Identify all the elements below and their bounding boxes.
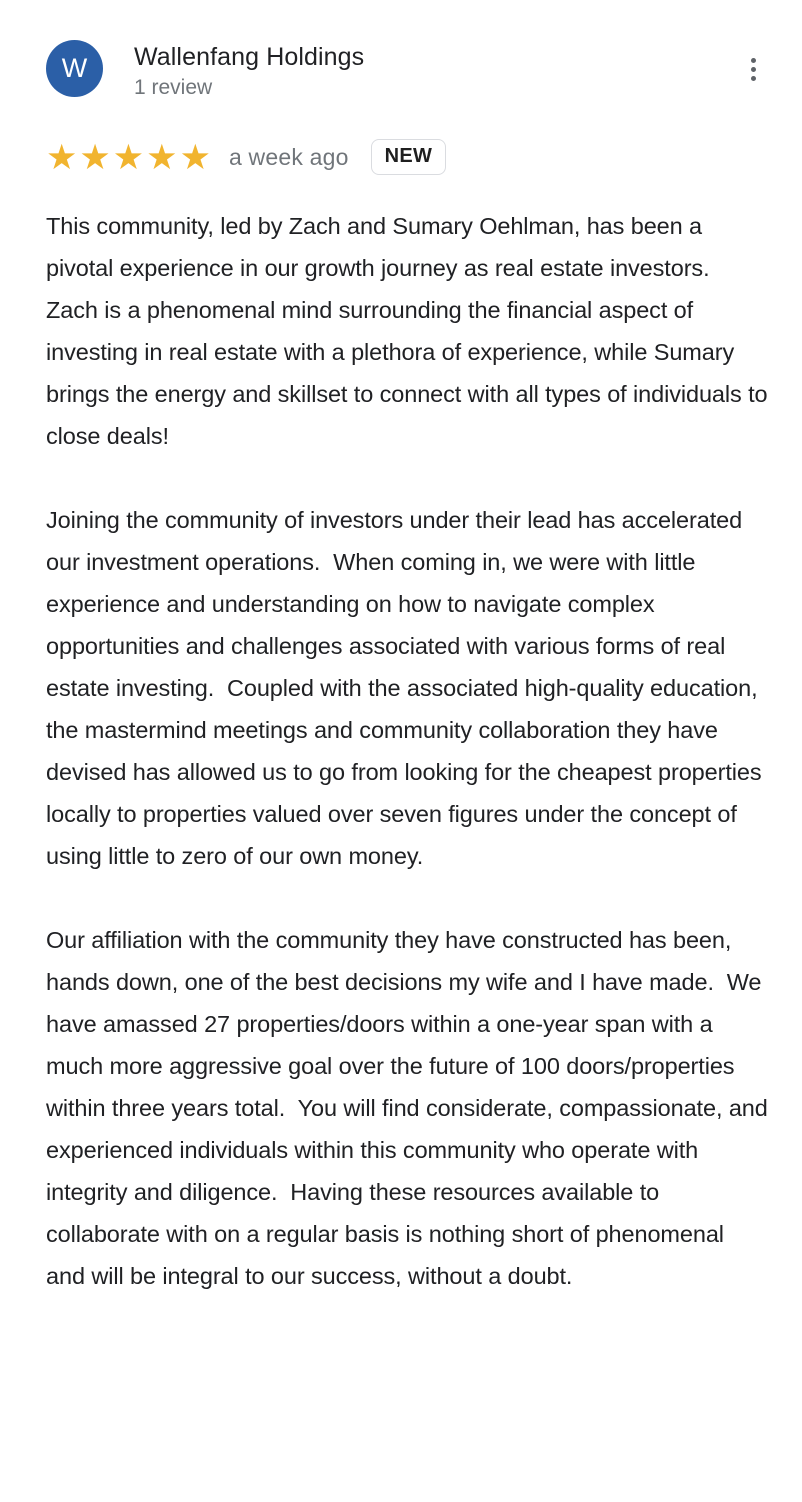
reviewer-identity <box>134 40 745 103</box>
more-options-icon <box>751 58 756 63</box>
star-icon: ★ <box>46 137 80 177</box>
star-icon: ★ <box>79 137 113 177</box>
review-paragraph: This community, led by Zach and Sumary Oehlman, has been a pivotal experience in our growth journey as real estate investors. Zach is a phenomenal mind surrounding the financial aspect of investing in real estate with a plethora of experience, while Sumary brings the energy and skillset to connect with all types of individuals to close deals! <box>46 213 774 449</box>
rating-row <box>46 137 766 177</box>
review-date: a week ago <box>228 143 349 170</box>
five-star-rating <box>46 137 213 177</box>
star-icon: ★ <box>179 137 213 177</box>
review-text <box>46 205 775 1297</box>
review-paragraph: Our affiliation with the community they have constructed has been, hands down, one of the best decisions my wife and I have made. We have amassed 27 properties/doors within a one-year span with a much more aggressive goal over the future of 100 doors/properties within three years total. You will find considerate, compassionate, and experienced individuals within this community who operate with integrity and diligence. Having these resources available to collaborate with on a regular basis is nothing short of phenomenal and will be integral to our success, without a doubt. <box>46 927 775 1289</box>
review-paragraph: Joining the community of investors under their lead has accelerated our investment operations. When coming in, we were with little experience and understanding on how to navigate complex opportunities and challenges associated with various forms of real estate investing. Coupled with the associated high-quality education, the mastermind meetings and community collaboration they have devised has allowed us to go from looking for the cheapest properties locally to properties valued over seven figures under the concept of using little to zero of our own money. <box>46 507 768 869</box>
avatar[interactable] <box>46 40 103 97</box>
reviewer-name[interactable]: Wallenfang Holdings <box>134 43 365 71</box>
new-badge: NEW <box>371 139 447 175</box>
review-header <box>46 40 766 103</box>
more-options-button[interactable] <box>745 52 762 87</box>
reviewer-review-count: 1 review <box>134 76 213 99</box>
star-icon: ★ <box>112 137 147 177</box>
star-icon: ★ <box>146 137 180 177</box>
avatar-letter: W <box>61 53 88 83</box>
